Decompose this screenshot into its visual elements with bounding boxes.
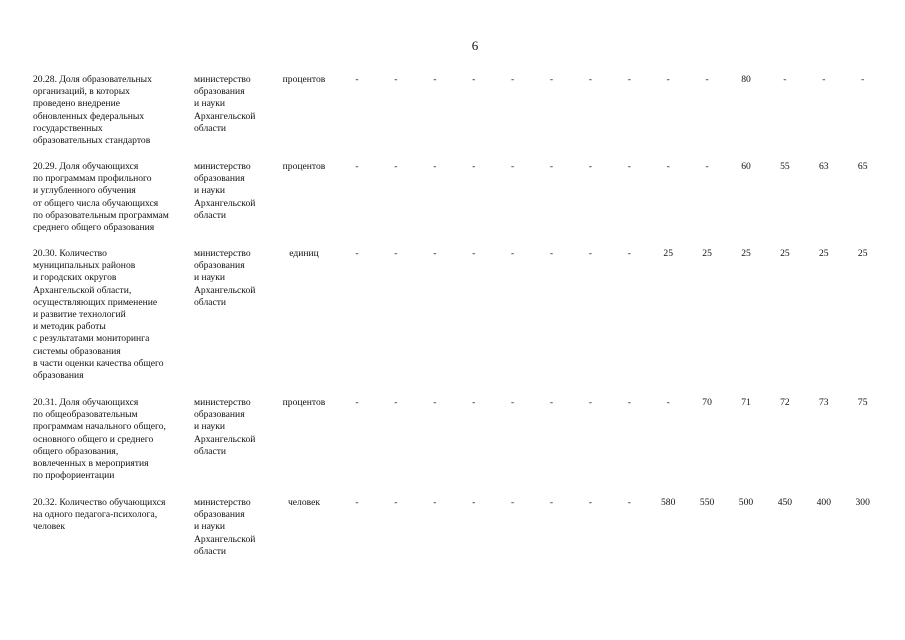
value-cell: 60 [741,161,751,172]
value-cell: - [472,74,476,85]
value-cell: 25 [741,248,751,259]
value-cell: - [783,74,787,85]
value-cell: - [355,497,359,508]
value-cell: 55 [780,161,790,172]
responsible-ministry: министерство образования и науки Архангельской области [194,397,256,457]
value-cell: 550 [699,497,715,508]
value-cell: - [433,397,437,408]
value-cell: - [588,248,592,259]
value-cell: - [472,248,476,259]
responsible-ministry: министерство образования и науки Архангельской области [194,497,256,557]
indicator-name: 20.29. Доля обучающихся по программам профильного и углубленного обучения от общего числа обучающихся по образовательным программам среднего общего образования [33,161,169,234]
value-cell: 25 [857,248,868,259]
value-cell: - [549,397,554,408]
indicator-table [0,74,905,567]
value-cell: - [705,74,709,85]
year-values [337,397,882,411]
value-cell: - [394,248,398,259]
indicator-name: 20.32. Количество обучающихся на одного педагога-психолога, человек [33,497,166,533]
value-cell: - [472,161,476,172]
value-cell: 500 [738,497,754,508]
value-cell: - [666,397,670,408]
indicator-name: 20.28. Доля образовательных организаций, в которых проведено внедрение обновленных федеральных государственных образовательных стандартов [33,74,152,147]
value-cell: - [627,397,631,408]
indicator-name: 20.30. Количество муниципальных районов и городских округов Архангельской области, осуществляющих применение и развитие технологий и методик работы с результатами мониторинга системы образования в части оценки качества общего образования [33,248,164,382]
value-cell: - [394,397,398,408]
year-values [337,248,882,262]
value-cell: - [627,248,631,259]
unit-of-measure: процентов [282,397,326,408]
value-cell: - [666,161,670,172]
value-cell: - [588,74,592,85]
table-row [0,161,905,248]
unit-of-measure: процентов [282,74,326,85]
value-cell: - [394,497,398,508]
value-cell: - [355,161,359,172]
value-cell: - [472,497,476,508]
value-cell: - [822,74,826,85]
value-cell: - [549,161,554,172]
value-cell: - [394,161,398,172]
responsible-ministry: министерство образования и науки Архангельской области [194,248,256,308]
year-values [337,497,882,511]
value-cell: 72 [780,397,790,408]
value-cell: 580 [660,497,676,508]
value-cell: - [472,397,476,408]
value-cell: - [355,74,359,85]
value-cell: 80 [741,74,751,85]
value-cell: 73 [819,397,829,408]
value-cell: - [627,497,631,508]
year-values [337,161,882,175]
value-cell: 63 [819,161,829,172]
table-row [0,497,905,567]
value-cell: - [549,74,554,85]
value-cell: 25 [780,248,790,259]
value-cell: - [355,248,359,259]
value-cell: - [433,161,437,172]
value-cell: 400 [816,497,831,508]
value-cell: - [705,161,709,172]
value-cell: - [627,161,631,172]
value-cell: - [588,161,592,172]
year-values [337,74,882,88]
unit-of-measure: человек [287,497,321,508]
value-cell: - [355,397,359,408]
value-cell: - [549,497,554,508]
value-cell: - [510,161,515,172]
value-cell: - [510,74,515,85]
value-cell: 75 [857,397,868,408]
value-cell: - [433,248,437,259]
value-cell: 25 [663,248,673,259]
unit-of-measure: процентов [282,161,326,172]
table-row [0,248,905,397]
value-cell: - [627,74,631,85]
responsible-ministry: министерство образования и науки Архангельской области [194,74,256,134]
value-cell: 300 [855,497,870,508]
table-row [0,397,905,497]
value-cell: - [588,497,592,508]
indicator-name: 20.31. Доля обучающихся по общеобразовательным программам начального общего, основного общего и среднего общего образования, вовлеченных в мероприятия по профориентации [33,397,166,482]
value-cell: 25 [702,248,712,259]
value-cell: 71 [741,397,751,408]
value-cell: - [588,397,592,408]
value-cell: - [510,397,515,408]
value-cell: - [394,74,398,85]
value-cell: - [666,74,670,85]
value-cell: - [510,497,515,508]
value-cell: 70 [702,397,712,408]
value-cell: 25 [819,248,829,259]
table-row [0,74,905,161]
value-cell: - [549,248,554,259]
value-cell: - [510,248,515,259]
unit-of-measure: единиц [289,248,319,259]
responsible-ministry: министерство образования и науки Архангельской области [194,161,256,221]
value-cell: - [433,497,437,508]
value-cell: - [433,74,437,85]
value-cell: 450 [777,497,793,508]
value-cell: - [861,74,865,85]
page-number: 6 [471,38,479,53]
value-cell: 65 [857,161,868,172]
